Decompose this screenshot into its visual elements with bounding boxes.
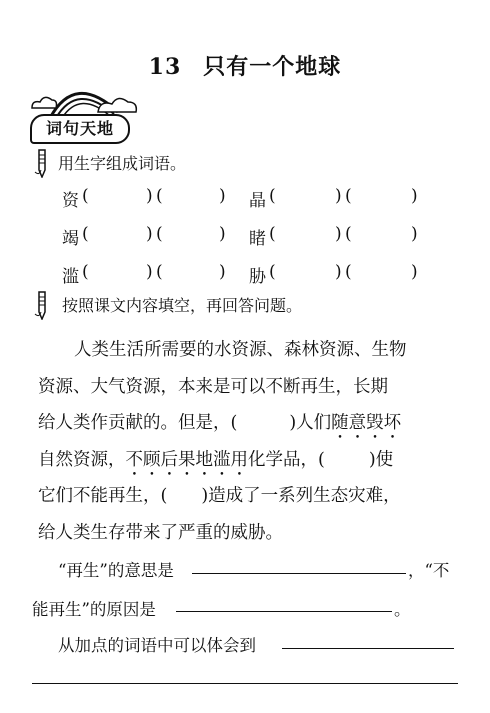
close-paren: ): [335, 224, 342, 244]
open-paren: (: [345, 186, 352, 206]
passage-text: 自然资源，: [38, 449, 126, 470]
task2-instruction: 按照课文内容填空，再回答问题。: [62, 296, 303, 315]
open-paren: (: [345, 262, 352, 282]
answer-line[interactable]: [32, 683, 458, 684]
answer-line[interactable]: [176, 611, 392, 612]
passage-line: 人类生活所需要的水资源、森林资源、生物: [74, 340, 407, 360]
open-paren: (: [269, 224, 276, 244]
close-paren: ): [219, 224, 226, 244]
passage-text: 给人类作贡献的。但是，(: [38, 413, 238, 433]
lesson-number: 13: [148, 54, 182, 80]
char-lan: 滥: [62, 267, 79, 287]
open-paren: (: [156, 224, 163, 244]
char-du: 睹: [249, 229, 266, 249]
passage-text: )使: [368, 449, 394, 470]
close-paren: ): [146, 224, 153, 244]
passage-line: 资源、大气资源，本来是可以不断再生，长期: [38, 376, 388, 397]
passage-line: [38, 442, 458, 479]
task1-instruction: 用生字组成词语。: [58, 154, 187, 173]
passage-line: 给人类生存带来了严重的威胁。: [38, 522, 283, 543]
open-paren: (: [269, 186, 276, 206]
passage-line: [38, 478, 458, 515]
open-paren: (: [82, 224, 89, 244]
question-1-part3: 能再生”的原因是: [32, 600, 156, 619]
word-row: [0, 262, 490, 288]
section-badge: 词句天地: [30, 114, 130, 144]
close-paren: ): [335, 262, 342, 282]
answer-line[interactable]: [192, 573, 406, 574]
page-title: [0, 50, 490, 81]
passage-text: )人们: [289, 413, 332, 433]
question-1-part2: ，“不: [408, 561, 450, 580]
close-paren: ): [219, 186, 226, 206]
question-1-part4: 。: [394, 600, 411, 619]
open-paren: (: [82, 186, 89, 206]
close-paren: ): [411, 224, 418, 244]
pencil-icon: [32, 290, 50, 320]
char-xie: 胁: [249, 267, 266, 287]
close-paren: ): [411, 262, 418, 282]
open-paren: (: [82, 262, 89, 282]
close-paren: ): [411, 186, 418, 206]
open-paren: (: [156, 262, 163, 282]
dotted-phrase: 随意毁坏: [331, 413, 402, 433]
open-paren: (: [345, 224, 352, 244]
close-paren: ): [219, 262, 226, 282]
reading-passage: [38, 332, 458, 551]
close-paren: ): [335, 186, 342, 206]
passage-line: [38, 405, 458, 442]
open-paren: (: [156, 186, 163, 206]
char-jie: 竭: [62, 229, 79, 249]
close-paren: ): [146, 186, 153, 206]
word-row: [0, 224, 490, 250]
word-row: [0, 186, 490, 212]
pencil-icon: [32, 148, 50, 178]
passage-text: 化学品，(: [248, 449, 325, 470]
question-2: 从加点的词语中可以体会到: [58, 636, 256, 655]
dotted-phrase: 不顾后果地滥用: [125, 449, 248, 470]
open-paren: (: [269, 262, 276, 282]
lesson-title: 只有一个地球: [203, 54, 342, 80]
char-zi: 资: [62, 191, 79, 211]
answer-line[interactable]: [282, 648, 454, 649]
passage-text: )造成了一系列生态灾难，: [201, 486, 401, 506]
close-paren: ): [146, 262, 153, 282]
char-jing: 晶: [249, 191, 266, 211]
question-1-part1: “再生”的意思是: [58, 561, 174, 580]
passage-text: 它们不能再生，(: [38, 486, 168, 506]
